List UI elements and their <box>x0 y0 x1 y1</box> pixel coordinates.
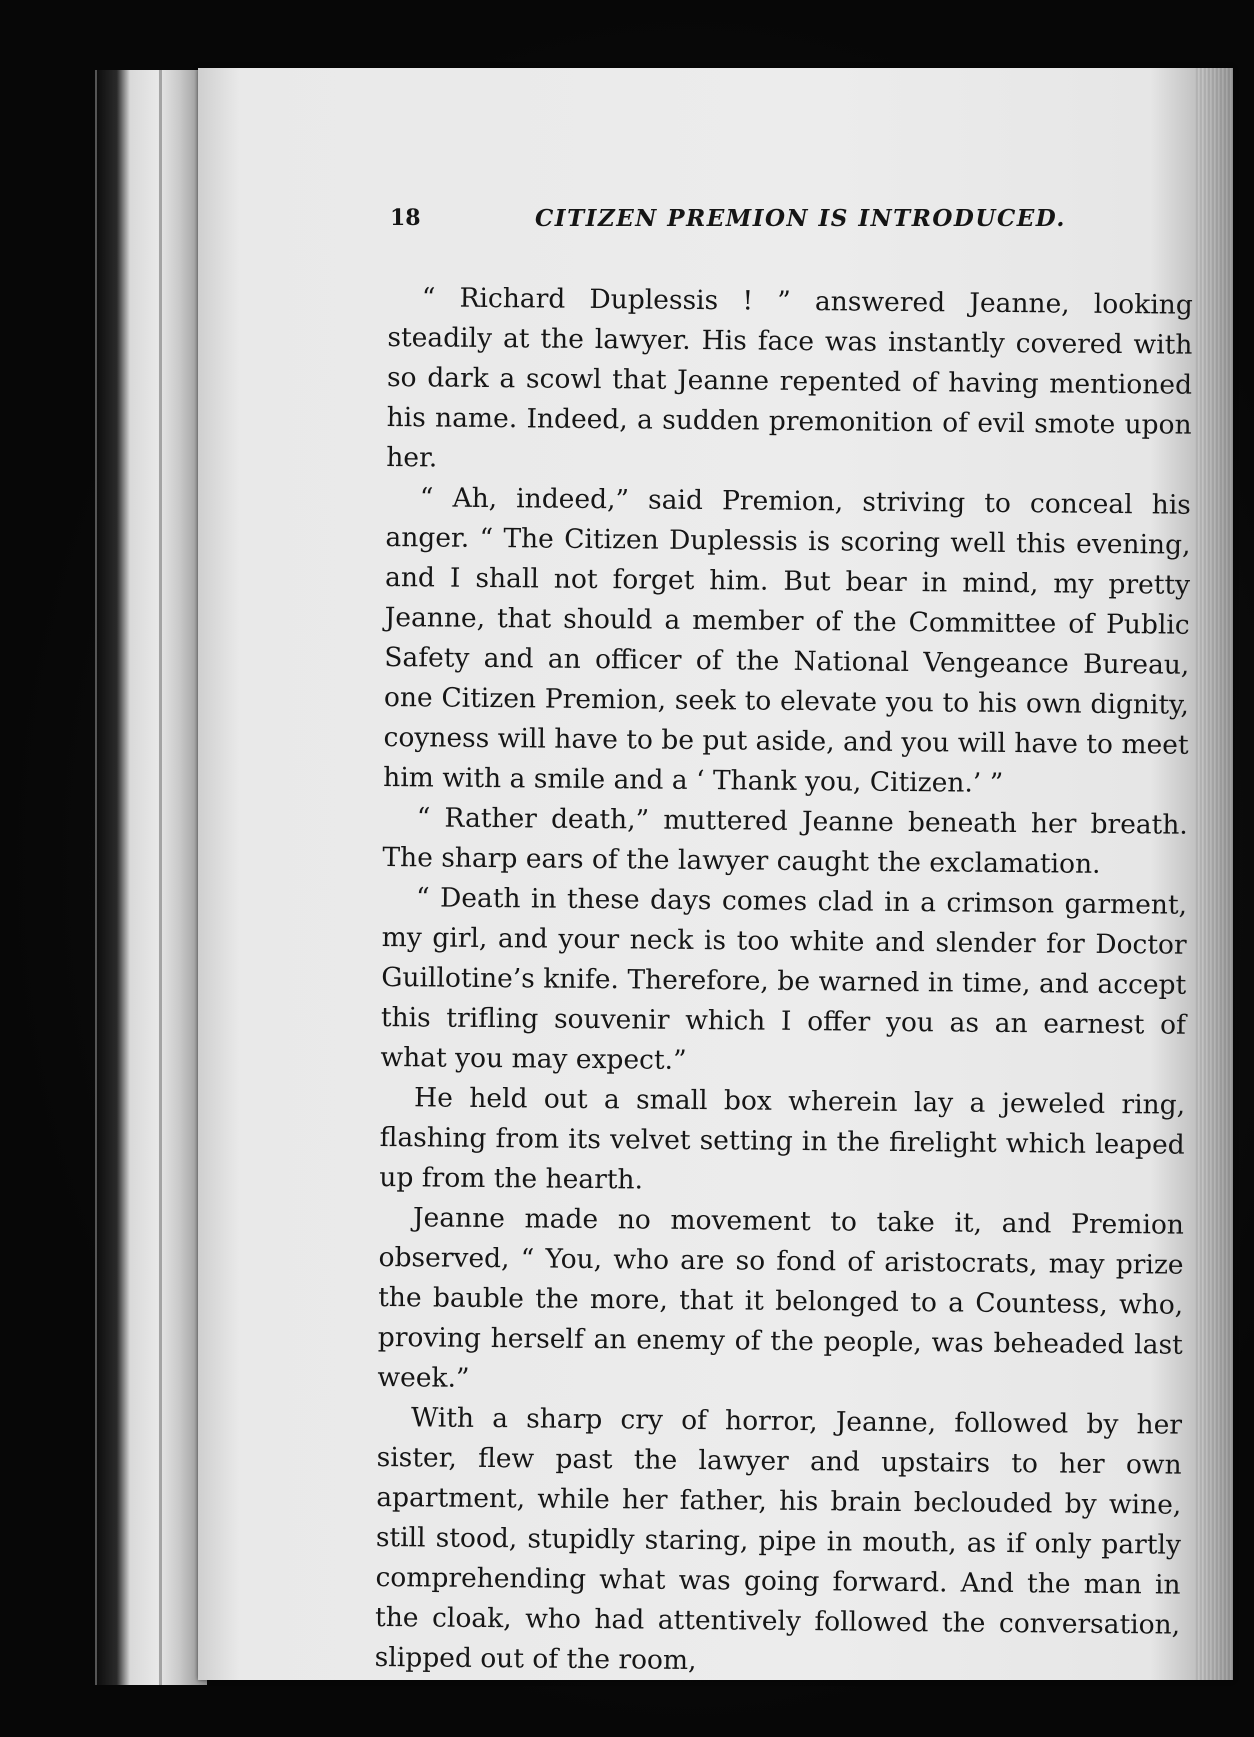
paragraph: He held out a small box wherein lay a jeweled ring, flashing from its velvet setting in the firelight which leaped up from the hearth. <box>379 1082 1186 1196</box>
running-head: CITIZEN PREMION IS INTRODUCED. <box>535 205 1066 232</box>
page-edges <box>1195 68 1233 1680</box>
paragraph: “ Rather death,” muttered Jeanne beneath her breath. The sharp ears of the lawyer caught the exclamation. <box>382 802 1188 880</box>
paragraph: “ Death in these days comes clad in a crimson garment, my girl, and your neck is too white and slender for Doctor Guillotine’s knife. Therefore, be warned in time, and accept this trifling souvenir which I offer you as an earnest of what you may expect.” <box>380 882 1188 1076</box>
paragraph: “ Ah, indeed,” said Premion, striving to conceal his anger. “ The Citizen Duplessis is scoring well this evening, and I shall not forget him. But bear in mind, my pretty Jeanne, that should a member of the Committee of Public Safety and an officer of the National Vengeance Bureau, one Citizen Premion, seek to elevate you to his own dignity, coyness will have to be put aside, and you will have to meet him with a smile and a ‘ Thank you, Citizen.’ ” <box>383 482 1192 799</box>
page-header <box>390 205 1066 245</box>
book-binding <box>95 70 207 1685</box>
paragraph: With a sharp cry of horror, Jeanne, followed by her sister, flew past the lawyer and upstairs to her own apartment, while her father, his brain beclouded by wine, still stood, stupidly staring, pipe in mouth, as if only partly comprehending what was going forward. And the man in the cloak, who had attentively followed the conversation, slipped out of the room, <box>374 1402 1183 1677</box>
page-number: 18 <box>390 205 421 231</box>
body-text <box>375 278 1193 1686</box>
paragraph: “ Richard Duplessis ! ” answered Jeanne, looking steadily at the lawyer. His face was instantly covered with so dark a scowl that Jeanne repented of having mentioned his name. Indeed, a sudden premonition of evil smote upon her. <box>386 282 1193 474</box>
paragraph: Jeanne made no movement to take it, and Premion observed, “ You, who are so fond of aristocrats, may prize the bauble the more, that it belonged to a Countess, who, proving herself an enemy of the people, was beheaded last week.” <box>377 1202 1185 1394</box>
